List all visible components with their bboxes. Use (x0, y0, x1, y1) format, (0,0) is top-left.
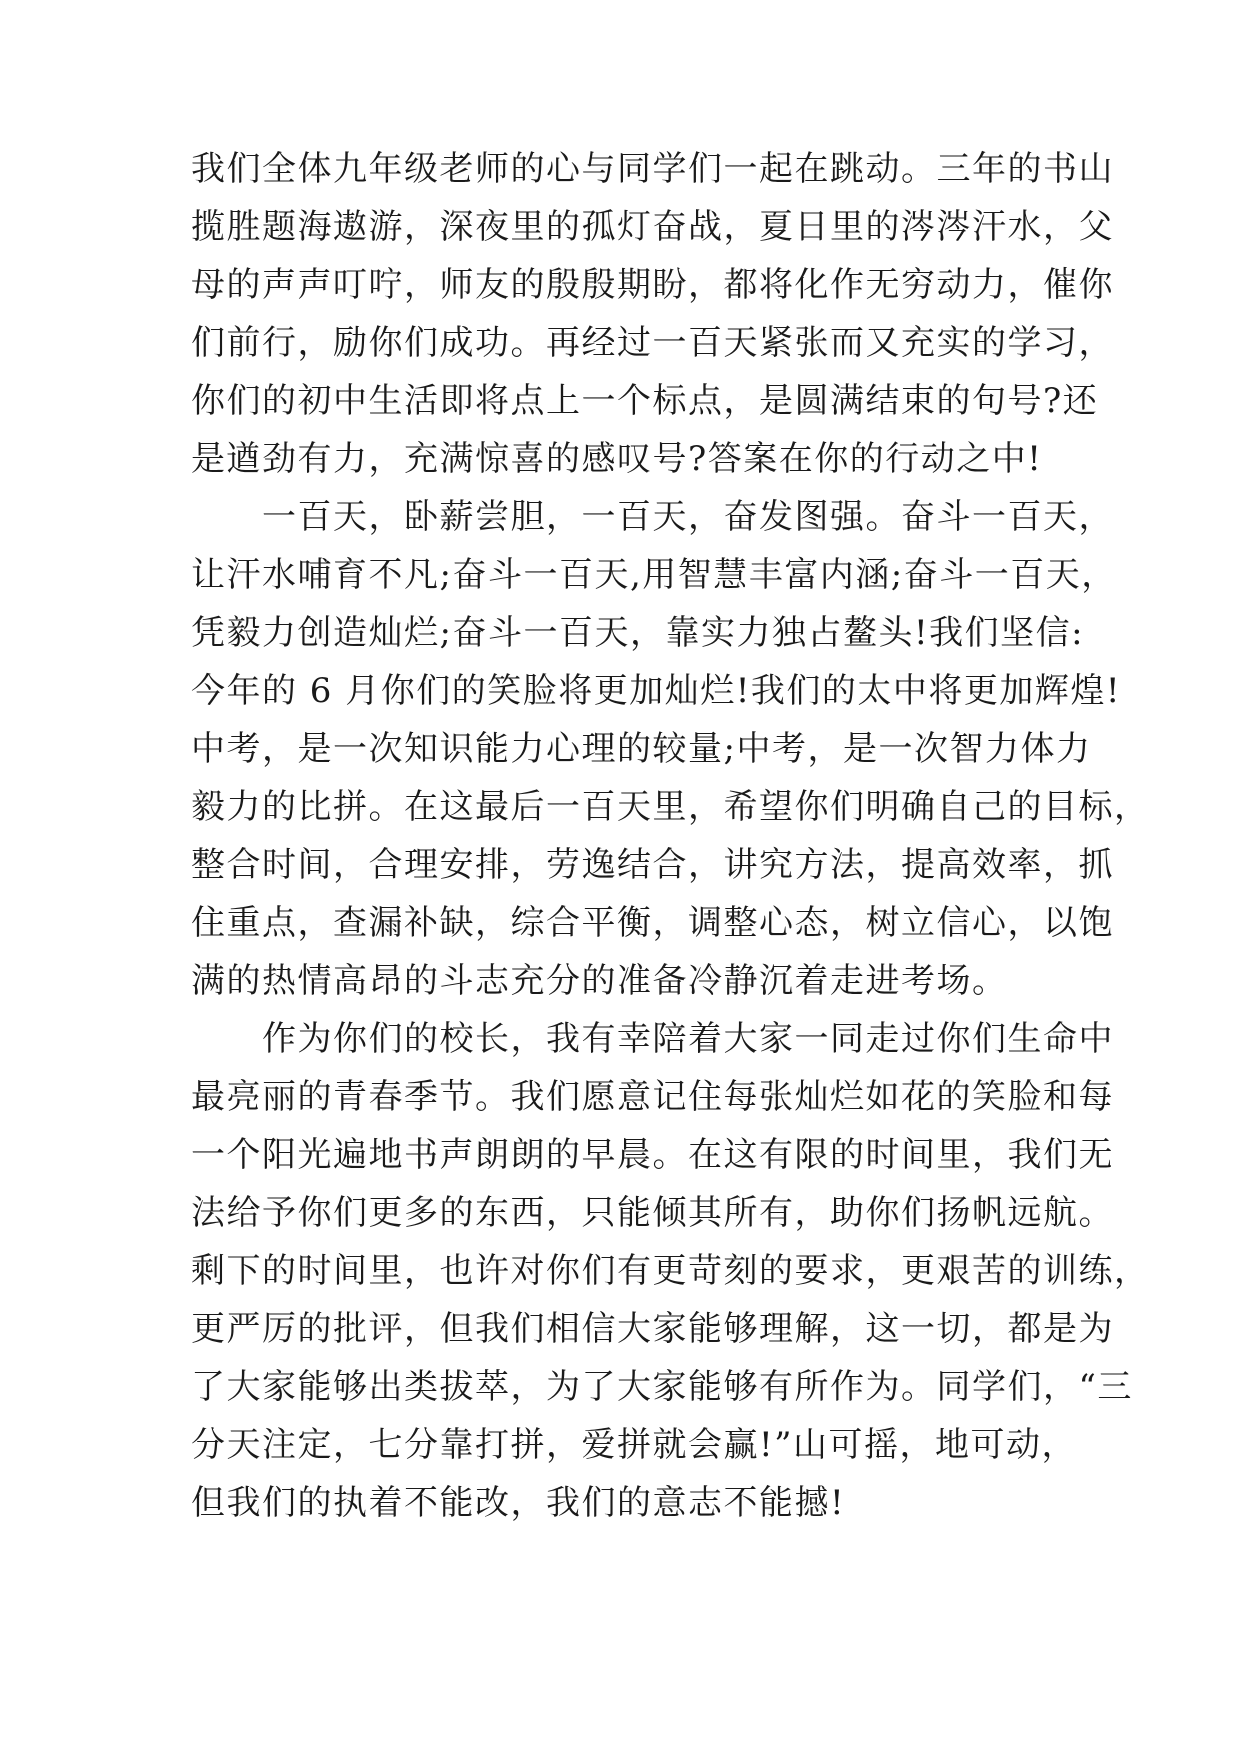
text-line: 揽胜题海遨游，深夜里的孤灯奋战，夏日里的涔涔汗水，父 (191, 207, 1114, 247)
text-line: 作为你们的校长，我有幸陪着大家一同走过你们生命中 (191, 1019, 1114, 1059)
text-line: 满的热情高昂的斗志充分的准备冷静沉着走进考场。 (191, 961, 1008, 1001)
text-line: 整合时间，合理安排，劳逸结合，讲究方法，提高效率，抓 (191, 845, 1114, 885)
text-line: 们前行，励你们成功。再经过一百天紧张而又充实的学习， (191, 323, 1114, 363)
text-line: 凭毅力创造灿烂;奋斗一百天，靠实力独占鳌头!我们坚信: (191, 613, 1085, 653)
paragraph-1 (191, 140, 1114, 488)
text-line: 我们全体九年级老师的心与同学们一起在跳动。三年的书山 (191, 149, 1114, 189)
text-line: 法给予你们更多的东西，只能倾其所有，助你们扬帆远航。 (191, 1193, 1114, 1233)
text-line: 母的声声叮咛，师友的殷殷期盼，都将化作无穷动力，催你 (191, 265, 1114, 305)
text-line: 剩下的时间里，也许对你们有更苛刻的要求，更艰苦的训练， (191, 1251, 1150, 1291)
text-line: 是遒劲有力，充满惊喜的感叹号?答案在你的行动之中! (191, 439, 1043, 479)
text-line: 中考，是一次知识能力心理的较量;中考，是一次智力体力 (191, 729, 1092, 769)
text-line: 一百天，卧薪尝胆，一百天，奋发图强。奋斗一百天， (191, 497, 1114, 537)
document-body (191, 140, 1150, 1532)
text-line: 毅力的比拼。在这最后一百天里，希望你们明确自己的目标， (191, 787, 1150, 827)
text-line: 分天注定，七分靠打拼，爱拼就会赢!”山可摇，地可动， (191, 1425, 1078, 1465)
text-line: 更严厉的批评，但我们相信大家能够理解，这一切，都是为 (191, 1309, 1114, 1349)
text-line: 了大家能够出类拔萃，为了大家能够有所作为。同学们，“三 (191, 1367, 1133, 1407)
text-line: 今年的 6 月你们的笑脸将更加灿烂!我们的太中将更加辉煌! (191, 671, 1122, 711)
paragraph-3 (191, 1010, 1150, 1532)
text-line: 一个阳光遍地书声朗朗的早晨。在这有限的时间里，我们无 (191, 1135, 1114, 1175)
text-line: 让汗水哺育不凡;奋斗一百天,用智慧丰富内涵;奋斗一百天， (191, 555, 1117, 595)
paragraph-2 (191, 488, 1150, 1010)
text-line: 最亮丽的青春季节。我们愿意记住每张灿烂如花的笑脸和每 (191, 1077, 1114, 1117)
text-line: 但我们的执着不能改，我们的意志不能撼! (191, 1483, 846, 1523)
text-line: 你们的初中生活即将点上一个标点，是圆满结束的句号?还 (191, 381, 1099, 421)
text-line: 住重点，查漏补缺，综合平衡，调整心态，树立信心，以饱 (191, 903, 1114, 943)
